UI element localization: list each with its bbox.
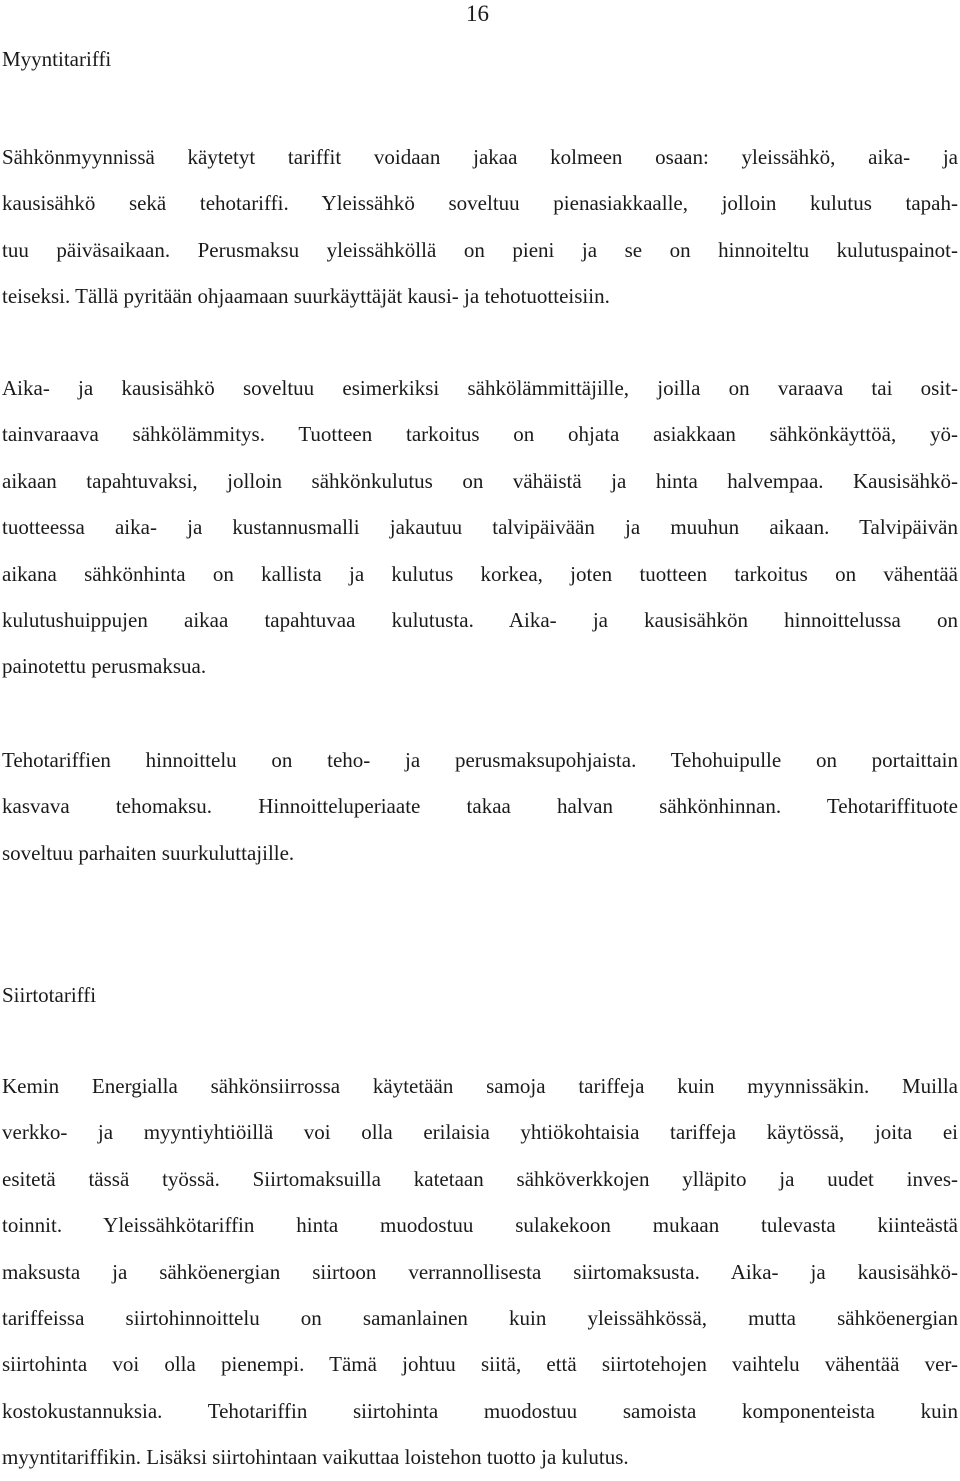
- text-line: tainvaraava sähkölämmitys. Tuotteen tarkoitus on ohjata asiakkaan sähkönkäyttöä, yö-: [2, 422, 958, 447]
- paragraph: [2, 365, 958, 690]
- text-line: aikana sähkönhinta on kallista ja kulutus korkea, joten tuotteen tarkoitus on vähentää: [2, 561, 958, 586]
- text-line: tuotteessa aika- ja kustannusmalli jakautuu talvipäivään ja muuhun aikaan. Talvipäivän: [2, 515, 958, 540]
- text-line: Tehotariffien hinnoittelu on teho- ja perusmaksupohjaista. Tehohuipulle on portaittain: [2, 748, 958, 772]
- paragraph: [2, 134, 958, 320]
- text-line: kasvava tehomaksu. Hinnoitteluperiaate takaa halvan sähkönhinnan. Tehotariffituote: [2, 794, 958, 819]
- text-line: kulutushuippujen aikaa tapahtuvaa kulutusta. Aika- ja kausisähkön hinnoittelussa on: [2, 607, 958, 632]
- text-line: Sähkönmyynnissä käytetyt tariffit voidaan jakaa kolmeen osaan: yleissähkö, aika- ja: [2, 145, 958, 169]
- text-line: Kemin Energialla sähkönsiirrossa käytetään samoja tariffeja kuin myynnissäkin. Muilla: [2, 1074, 958, 1098]
- text-line: maksusta ja sähköenergian siirtoon verrannollisesta siirtomaksusta. Aika- ja kausisähkö-: [2, 1259, 958, 1284]
- section-heading-siirtotariffi: Siirtotariffi: [2, 983, 97, 1007]
- text-line: soveltuu parhaiten suurkuluttajille.: [2, 840, 295, 865]
- text-line: toinnit. Yleissähkötariffin hinta muodostuu sulakekoon mukaan tulevasta kiinteästä: [2, 1213, 958, 1238]
- page-number: 16: [466, 1, 489, 26]
- text-line: tariffeissa siirtohinnoittelu on samanlainen kuin yleissähkössä, mutta sähköenergian: [2, 1305, 958, 1330]
- section-heading-myyntitariffi: Myyntitariffi: [2, 47, 112, 71]
- paragraph: [2, 737, 958, 876]
- text-line: esitetä tässä työssä. Siirtomaksuilla katetaan sähköverkkojen ylläpito ja uudet inves-: [2, 1166, 958, 1191]
- text-line: kostokustannuksia. Tehotariffin siirtohinta muodostuu samoista komponenteista kuin: [2, 1398, 958, 1423]
- text-line: painotettu perusmaksua.: [2, 654, 207, 679]
- text-line: myyntitariffikin. Lisäksi siirtohintaan vaikuttaa loistehon tuotto ja kulutus.: [2, 1445, 629, 1470]
- text-line: tuu päiväsaikaan. Perusmaksu yleissähköllä on pieni ja se on hinnoiteltu kulutuspainot-: [2, 237, 958, 262]
- text-line: teiseksi. Tällä pyritään ohjaamaan suurkäyttäjät kausi- ja tehotuotteisiin.: [2, 284, 610, 309]
- text-line: siirtohinta voi olla pienempi. Tämä johtuu siitä, että siirtotehojen vaihtelu vähentää ver-: [2, 1352, 958, 1377]
- paragraph: [2, 1063, 958, 1481]
- text-line: verkko- ja myyntiyhtiöillä voi olla erilaisia yhtiökohtaisia tariffeja käytössä, joita ei: [2, 1120, 958, 1145]
- text-line: kausisähkö sekä tehotariffi. Yleissähkö soveltuu pienasiakkaalle, jolloin kulutus tapah-: [2, 191, 958, 216]
- text-line: aikaan tapahtuvaksi, jolloin sähkönkulutus on vähäistä ja hinta halvempaa. Kausisähkö-: [2, 468, 958, 493]
- text-line: Aika- ja kausisähkö soveltuu esimerkiksi sähkölämmittäjille, joilla on varaava tai osit-: [2, 376, 958, 400]
